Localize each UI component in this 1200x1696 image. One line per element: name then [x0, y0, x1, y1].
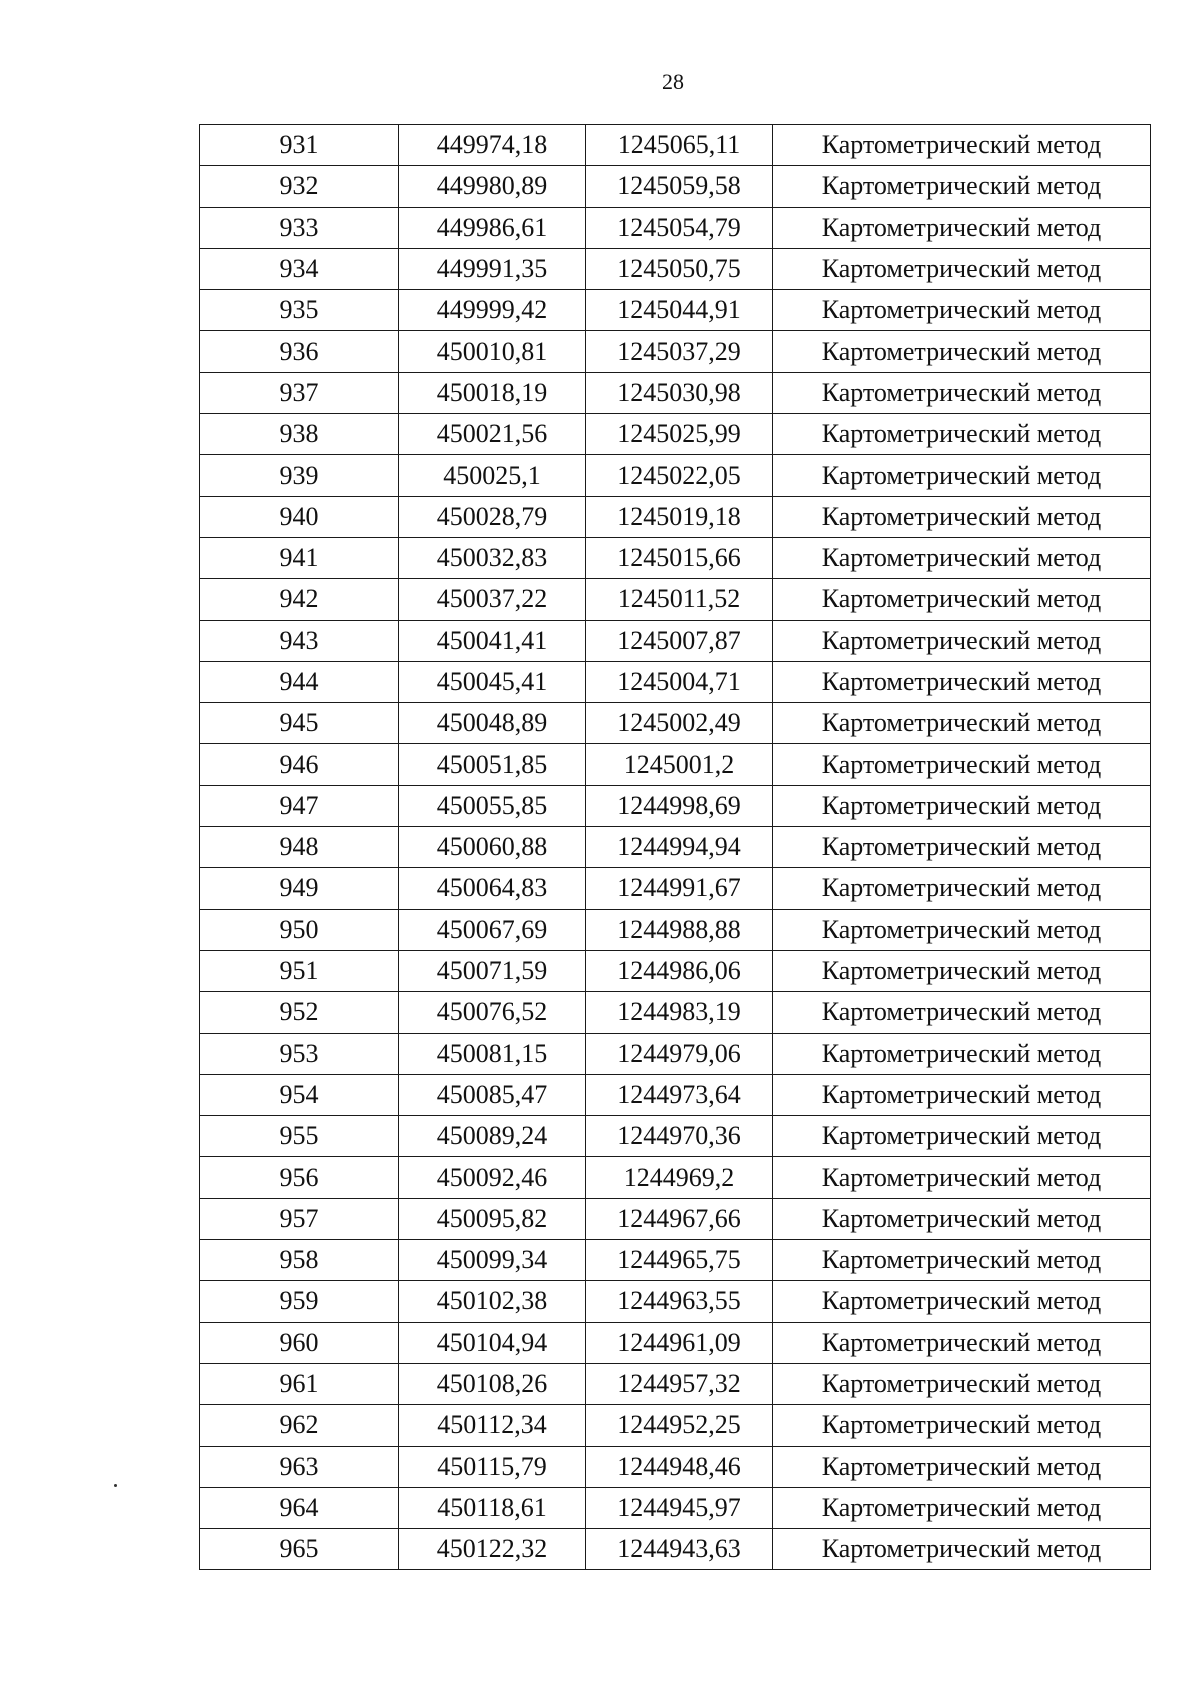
table-row — [200, 1281, 1151, 1322]
method-cell: Картометрический метод — [773, 455, 1151, 496]
table-row — [200, 950, 1151, 991]
method-cell: Картометрический метод — [773, 703, 1151, 744]
method-cell: Картометрический метод — [773, 496, 1151, 537]
method-cell: Картометрический метод — [773, 992, 1151, 1033]
scan-speck — [114, 1484, 117, 1487]
table-row — [200, 868, 1151, 909]
x-coordinate-cell: 450018,19 — [399, 372, 586, 413]
method-cell: Картометрический метод — [773, 1116, 1151, 1157]
y-coordinate-cell: 1244961,09 — [586, 1322, 773, 1363]
point-number-cell: 938 — [200, 414, 399, 455]
y-coordinate-cell: 1245054,79 — [586, 207, 773, 248]
x-coordinate-cell: 450092,46 — [399, 1157, 586, 1198]
table-row — [200, 496, 1151, 537]
table-row — [200, 744, 1151, 785]
x-coordinate-cell: 450122,32 — [399, 1529, 586, 1570]
table-row — [200, 331, 1151, 372]
y-coordinate-cell: 1245030,98 — [586, 372, 773, 413]
x-coordinate-cell: 450037,22 — [399, 579, 586, 620]
y-coordinate-cell: 1245001,2 — [586, 744, 773, 785]
table-row — [200, 166, 1151, 207]
table-row — [200, 1116, 1151, 1157]
point-number-cell: 962 — [200, 1405, 399, 1446]
table-row — [200, 455, 1151, 496]
y-coordinate-cell: 1244979,06 — [586, 1033, 773, 1074]
y-coordinate-cell: 1245004,71 — [586, 661, 773, 702]
x-coordinate-cell: 450118,61 — [399, 1487, 586, 1528]
x-coordinate-cell: 450071,59 — [399, 950, 586, 991]
coordinates-table — [199, 124, 1151, 1570]
y-coordinate-cell: 1244969,2 — [586, 1157, 773, 1198]
point-number-cell: 941 — [200, 537, 399, 578]
point-number-cell: 949 — [200, 868, 399, 909]
point-number-cell: 936 — [200, 331, 399, 372]
x-coordinate-cell: 450067,69 — [399, 909, 586, 950]
table-row — [200, 703, 1151, 744]
method-cell: Картометрический метод — [773, 661, 1151, 702]
table-row — [200, 1363, 1151, 1404]
x-coordinate-cell: 450081,15 — [399, 1033, 586, 1074]
method-cell: Картометрический метод — [773, 331, 1151, 372]
point-number-cell: 960 — [200, 1322, 399, 1363]
point-number-cell: 951 — [200, 950, 399, 991]
x-coordinate-cell: 450028,79 — [399, 496, 586, 537]
x-coordinate-cell: 450041,41 — [399, 620, 586, 661]
x-coordinate-cell: 449986,61 — [399, 207, 586, 248]
method-cell: Картометрический метод — [773, 909, 1151, 950]
x-coordinate-cell: 450095,82 — [399, 1198, 586, 1239]
x-coordinate-cell: 450025,1 — [399, 455, 586, 496]
y-coordinate-cell: 1245002,49 — [586, 703, 773, 744]
x-coordinate-cell: 450055,85 — [399, 785, 586, 826]
table-row — [200, 1240, 1151, 1281]
point-number-cell: 943 — [200, 620, 399, 661]
x-coordinate-cell: 450032,83 — [399, 537, 586, 578]
method-cell: Картометрический метод — [773, 1487, 1151, 1528]
x-coordinate-cell: 449980,89 — [399, 166, 586, 207]
point-number-cell: 959 — [200, 1281, 399, 1322]
y-coordinate-cell: 1245044,91 — [586, 290, 773, 331]
y-coordinate-cell: 1244952,25 — [586, 1405, 773, 1446]
point-number-cell: 961 — [200, 1363, 399, 1404]
method-cell: Картометрический метод — [773, 1240, 1151, 1281]
y-coordinate-cell: 1245015,66 — [586, 537, 773, 578]
x-coordinate-cell: 449991,35 — [399, 248, 586, 289]
table-row — [200, 290, 1151, 331]
method-cell: Картометрический метод — [773, 1322, 1151, 1363]
point-number-cell: 937 — [200, 372, 399, 413]
method-cell: Картометрический метод — [773, 248, 1151, 289]
x-coordinate-cell: 450045,41 — [399, 661, 586, 702]
method-cell: Картометрический метод — [773, 166, 1151, 207]
point-number-cell: 931 — [200, 125, 399, 166]
y-coordinate-cell: 1244988,88 — [586, 909, 773, 950]
method-cell: Картометрический метод — [773, 868, 1151, 909]
point-number-cell: 939 — [200, 455, 399, 496]
method-cell: Картометрический метод — [773, 1157, 1151, 1198]
point-number-cell: 948 — [200, 827, 399, 868]
x-coordinate-cell: 450115,79 — [399, 1446, 586, 1487]
point-number-cell: 945 — [200, 703, 399, 744]
table-row — [200, 827, 1151, 868]
x-coordinate-cell: 450051,85 — [399, 744, 586, 785]
table-row — [200, 620, 1151, 661]
y-coordinate-cell: 1245050,75 — [586, 248, 773, 289]
table-row — [200, 579, 1151, 620]
method-cell: Картометрический метод — [773, 827, 1151, 868]
page-number: 28 — [662, 69, 684, 94]
y-coordinate-cell: 1245065,11 — [586, 125, 773, 166]
method-cell: Картометрический метод — [773, 537, 1151, 578]
point-number-cell: 964 — [200, 1487, 399, 1528]
point-number-cell: 963 — [200, 1446, 399, 1487]
y-coordinate-cell: 1245022,05 — [586, 455, 773, 496]
y-coordinate-cell: 1244973,64 — [586, 1074, 773, 1115]
table-row — [200, 1529, 1151, 1570]
x-coordinate-cell: 450064,83 — [399, 868, 586, 909]
y-coordinate-cell: 1245037,29 — [586, 331, 773, 372]
x-coordinate-cell: 450089,24 — [399, 1116, 586, 1157]
method-cell: Картометрический метод — [773, 207, 1151, 248]
table-row — [200, 1446, 1151, 1487]
point-number-cell: 942 — [200, 579, 399, 620]
y-coordinate-cell: 1245011,52 — [586, 579, 773, 620]
x-coordinate-cell: 450010,81 — [399, 331, 586, 372]
point-number-cell: 957 — [200, 1198, 399, 1239]
point-number-cell: 934 — [200, 248, 399, 289]
x-coordinate-cell: 450104,94 — [399, 1322, 586, 1363]
y-coordinate-cell: 1244967,66 — [586, 1198, 773, 1239]
point-number-cell: 950 — [200, 909, 399, 950]
y-coordinate-cell: 1244948,46 — [586, 1446, 773, 1487]
table-row — [200, 1074, 1151, 1115]
method-cell: Картометрический метод — [773, 1363, 1151, 1404]
point-number-cell: 953 — [200, 1033, 399, 1074]
point-number-cell: 955 — [200, 1116, 399, 1157]
y-coordinate-cell: 1244991,67 — [586, 868, 773, 909]
point-number-cell: 954 — [200, 1074, 399, 1115]
method-cell: Картометрический метод — [773, 1446, 1151, 1487]
y-coordinate-cell: 1244998,69 — [586, 785, 773, 826]
y-coordinate-cell: 1245019,18 — [586, 496, 773, 537]
point-number-cell: 952 — [200, 992, 399, 1033]
y-coordinate-cell: 1244986,06 — [586, 950, 773, 991]
y-coordinate-cell: 1244945,97 — [586, 1487, 773, 1528]
point-number-cell: 944 — [200, 661, 399, 702]
y-coordinate-cell: 1244943,63 — [586, 1529, 773, 1570]
x-coordinate-cell: 450076,52 — [399, 992, 586, 1033]
table-row — [200, 125, 1151, 166]
method-cell: Картометрический метод — [773, 785, 1151, 826]
point-number-cell: 947 — [200, 785, 399, 826]
table-row — [200, 1487, 1151, 1528]
table-row — [200, 992, 1151, 1033]
point-number-cell: 940 — [200, 496, 399, 537]
method-cell: Картометрический метод — [773, 1281, 1151, 1322]
point-number-cell: 965 — [200, 1529, 399, 1570]
x-coordinate-cell: 450085,47 — [399, 1074, 586, 1115]
table-row — [200, 1198, 1151, 1239]
method-cell: Картометрический метод — [773, 1074, 1151, 1115]
method-cell: Картометрический метод — [773, 125, 1151, 166]
point-number-cell: 933 — [200, 207, 399, 248]
method-cell: Картометрический метод — [773, 1198, 1151, 1239]
point-number-cell: 958 — [200, 1240, 399, 1281]
y-coordinate-cell: 1244965,75 — [586, 1240, 773, 1281]
method-cell: Картометрический метод — [773, 744, 1151, 785]
table-row — [200, 1405, 1151, 1446]
method-cell: Картометрический метод — [773, 950, 1151, 991]
y-coordinate-cell: 1244994,94 — [586, 827, 773, 868]
method-cell: Картометрический метод — [773, 1529, 1151, 1570]
y-coordinate-cell: 1244970,36 — [586, 1116, 773, 1157]
point-number-cell: 946 — [200, 744, 399, 785]
x-coordinate-cell: 450102,38 — [399, 1281, 586, 1322]
x-coordinate-cell: 450108,26 — [399, 1363, 586, 1404]
table-row — [200, 248, 1151, 289]
table-row — [200, 372, 1151, 413]
method-cell: Картометрический метод — [773, 620, 1151, 661]
coordinates-table-body — [200, 125, 1151, 1570]
method-cell: Картометрический метод — [773, 414, 1151, 455]
table-row — [200, 1322, 1151, 1363]
y-coordinate-cell: 1245059,58 — [586, 166, 773, 207]
table-row — [200, 1157, 1151, 1198]
y-coordinate-cell: 1244957,32 — [586, 1363, 773, 1404]
table-row — [200, 661, 1151, 702]
method-cell: Картометрический метод — [773, 579, 1151, 620]
y-coordinate-cell: 1245007,87 — [586, 620, 773, 661]
table-row — [200, 207, 1151, 248]
method-cell: Картометрический метод — [773, 372, 1151, 413]
x-coordinate-cell: 450048,89 — [399, 703, 586, 744]
x-coordinate-cell: 449974,18 — [399, 125, 586, 166]
table-row — [200, 537, 1151, 578]
point-number-cell: 935 — [200, 290, 399, 331]
method-cell: Картометрический метод — [773, 290, 1151, 331]
point-number-cell: 956 — [200, 1157, 399, 1198]
table-row — [200, 414, 1151, 455]
method-cell: Картометрический метод — [773, 1405, 1151, 1446]
method-cell: Картометрический метод — [773, 1033, 1151, 1074]
x-coordinate-cell: 450112,34 — [399, 1405, 586, 1446]
y-coordinate-cell: 1244963,55 — [586, 1281, 773, 1322]
y-coordinate-cell: 1245025,99 — [586, 414, 773, 455]
x-coordinate-cell: 449999,42 — [399, 290, 586, 331]
table-row — [200, 1033, 1151, 1074]
y-coordinate-cell: 1244983,19 — [586, 992, 773, 1033]
x-coordinate-cell: 450099,34 — [399, 1240, 586, 1281]
x-coordinate-cell: 450021,56 — [399, 414, 586, 455]
point-number-cell: 932 — [200, 166, 399, 207]
table-row — [200, 785, 1151, 826]
table-row — [200, 909, 1151, 950]
x-coordinate-cell: 450060,88 — [399, 827, 586, 868]
